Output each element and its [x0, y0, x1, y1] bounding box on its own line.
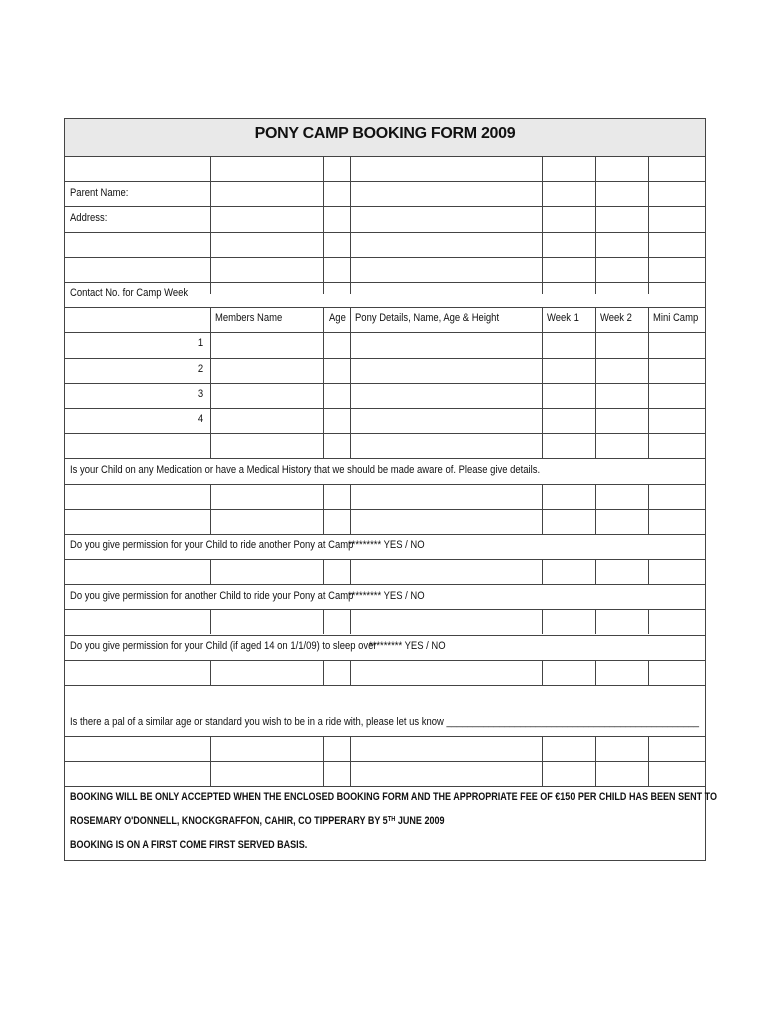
column-divider	[350, 484, 351, 534]
column-divider	[350, 660, 351, 685]
form-title: PONY CAMP BOOKING FORM 2009	[65, 119, 705, 157]
pony-details-header: Pony Details, Name, Age & Height	[355, 312, 500, 324]
address-label: Address:	[70, 212, 108, 224]
footer-line-2-end: JUNE 2009	[395, 815, 445, 827]
another-child-question: Do you give permission for another Child to ride your Pony at Camp	[70, 590, 354, 602]
column-divider	[350, 736, 351, 786]
column-divider	[210, 307, 211, 458]
week1-header: Week 1	[547, 312, 579, 324]
column-divider	[595, 156, 596, 294]
row-divider	[65, 307, 705, 308]
row-divider	[65, 181, 705, 182]
row-divider	[65, 232, 705, 233]
column-divider	[542, 736, 543, 786]
row-divider	[65, 383, 705, 384]
column-divider	[323, 736, 324, 786]
column-divider	[323, 307, 324, 458]
row-divider	[65, 484, 705, 485]
column-divider	[648, 609, 649, 634]
column-divider	[648, 484, 649, 534]
another-child-answer: ********* YES / NO	[348, 590, 425, 602]
row-divider	[65, 534, 705, 535]
column-divider	[350, 559, 351, 584]
footer-line-2-text: ROSEMARY O'DONNELL, KNOCKGRAFFON, CAHIR, CO TIPPERARY BY 5	[70, 815, 388, 827]
row-divider	[65, 761, 705, 762]
age-header: Age	[329, 312, 346, 324]
column-divider	[350, 156, 351, 294]
row-divider	[65, 660, 705, 661]
column-divider	[542, 484, 543, 534]
row-divider	[65, 332, 705, 333]
column-divider	[595, 307, 596, 458]
row-number: 1	[197, 337, 203, 349]
row-divider	[65, 736, 705, 737]
sleep-over-answer: ********* YES / NO	[369, 640, 446, 652]
row-divider	[65, 257, 705, 258]
footer-line-2	[70, 815, 445, 828]
row-divider	[65, 559, 705, 560]
row-divider	[65, 458, 705, 459]
column-divider	[648, 156, 649, 294]
column-divider	[648, 736, 649, 786]
booking-form	[64, 118, 718, 861]
row-number: 4	[197, 413, 203, 425]
column-divider	[648, 559, 649, 584]
pal-question: Is there a pal of a similar age or standard you wish to be in a ride with, please let us know ________________________________________________	[70, 716, 700, 728]
column-divider	[648, 307, 649, 458]
ride-another-question: Do you give permission for your Child to ride another Pony at Camp	[70, 539, 354, 551]
column-divider	[542, 156, 543, 294]
row-divider	[65, 685, 705, 686]
footer-line-2-sup: TH	[387, 816, 396, 823]
column-divider	[595, 609, 596, 634]
column-divider	[350, 307, 351, 458]
ride-another-answer: ********* YES / NO	[348, 539, 425, 551]
footer-line-3: BOOKING IS ON A FIRST COME FIRST SERVED BASIS.	[70, 839, 308, 851]
column-divider	[542, 559, 543, 584]
row-divider	[65, 206, 705, 207]
column-divider	[210, 156, 211, 181]
column-divider	[323, 609, 324, 634]
column-divider	[323, 484, 324, 534]
column-divider	[595, 484, 596, 534]
row-divider	[65, 358, 705, 359]
column-divider	[323, 559, 324, 584]
row-divider	[65, 584, 705, 585]
row-divider	[65, 282, 705, 283]
column-divider	[350, 609, 351, 634]
week2-header: Week 2	[600, 312, 632, 324]
column-divider	[542, 307, 543, 458]
footer-line-1: BOOKING WILL BE ONLY ACCEPTED WHEN THE ENCLOSED BOOKING FORM AND THE APPROPRIATE FEE OF €150 PER CHILD HAS BEEN SENT TO	[70, 791, 718, 803]
column-divider	[542, 660, 543, 685]
row-divider	[65, 635, 705, 636]
row-divider	[65, 433, 705, 434]
sleep-over-question: Do you give permission for your Child (if aged 14 on 1/1/09) to sleep over	[70, 640, 377, 652]
column-divider	[595, 736, 596, 786]
column-divider	[648, 660, 649, 685]
column-divider	[542, 609, 543, 634]
column-divider	[595, 660, 596, 685]
row-divider	[65, 509, 705, 510]
column-divider	[323, 156, 324, 294]
column-divider	[210, 736, 211, 786]
row-divider	[65, 786, 705, 787]
row-number: 3	[197, 388, 203, 400]
members-name-header: Members Name	[215, 312, 283, 324]
column-divider	[595, 559, 596, 584]
column-divider	[210, 559, 211, 584]
column-divider	[210, 609, 211, 634]
parent-name-label: Parent Name:	[70, 187, 129, 199]
mini-camp-header: Mini Camp	[653, 312, 699, 324]
column-divider	[210, 484, 211, 534]
column-divider	[210, 181, 211, 294]
column-divider	[323, 660, 324, 685]
row-number: 2	[197, 363, 203, 375]
row-divider	[65, 408, 705, 409]
column-divider	[210, 660, 211, 685]
medication-question: Is your Child on any Medication or have a Medical History that we should be made aware of. Please give details.	[70, 464, 541, 476]
row-divider	[65, 609, 705, 610]
contact-label: Contact No. for Camp Week	[70, 287, 189, 299]
